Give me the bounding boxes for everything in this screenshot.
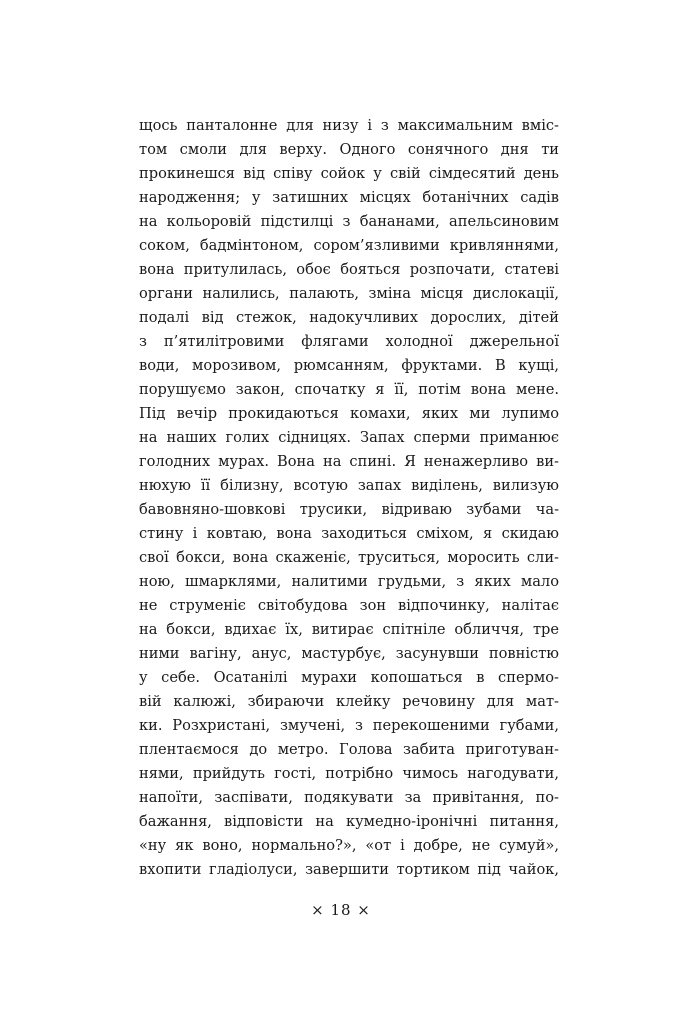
text-line: вона притулилась, обоє бояться розпочати, статеві	[139, 261, 559, 278]
text-line: на наших голих сідницях. Запах сперми приманює	[139, 429, 559, 446]
text-line: свої бокси, вона скаженіє, труситься, моросить сли-	[139, 549, 559, 566]
text-line: щось панталонне для низу і з максимальним вміс-	[139, 117, 559, 134]
text-line: на бокси, вдихає їх, витирає спітніле обличчя, тре	[139, 621, 559, 638]
text-line: плентаємося до метро. Голова забита приготуван-	[139, 741, 559, 758]
text-line: ними вагіну, анус, мастурбує, засунувши повністю	[139, 645, 559, 662]
text-line: ною, шмарклями, налитими грудьми, з яких мало	[139, 573, 559, 590]
text-line: бажання, відповісти на кумедно-іронічні питання,	[139, 813, 559, 830]
text-line: напоїти, заспівати, подякувати за привітання, по-	[139, 789, 559, 806]
text-line: органи налились, палають, зміна місця дислокації,	[139, 285, 559, 302]
text-line: прокинешся від співу сойок у свій сімдесятий день	[139, 165, 559, 182]
text-line: вхопити гладіолуси, завершити тортиком під чайок,	[139, 861, 559, 878]
text-line: у себе. Осатанілі мурахи копошаться в спермо-	[139, 669, 559, 686]
text-line: на кольоровій підстилці з бананами, апельсиновим	[139, 213, 559, 230]
text-line: вій калюжі, збираючи клейку речовину для мат-	[139, 693, 559, 710]
text-line: стину і ковтаю, вона заходиться сміхом, я скидаю	[139, 525, 559, 542]
text-line: з п’ятилітровими флягами холодної джерельної	[139, 333, 559, 350]
text-line: води, морозивом, рюмсанням, фруктами. В кущі,	[139, 357, 559, 374]
text-line: бавовняно-шовкові трусики, відриваю зубами ча-	[139, 501, 559, 518]
text-line: народження; у затишних місцях ботанічних садів	[139, 189, 559, 206]
text-line: нюхую її білизну, всотую запах виділень, вилизую	[139, 477, 559, 494]
text-line: соком, бадмінтоном, сором’язливими кривляннями,	[139, 237, 559, 254]
text-line: Під вечір прокидаються комахи, яких ми лупимо	[139, 405, 559, 422]
text-line: голодних мурах. Вона на спині. Я ненажерливо ви-	[139, 453, 559, 470]
page-number: × 18 ×	[311, 901, 371, 919]
text-line: подалі від стежок, надокучливих дорослих, дітей	[139, 309, 559, 326]
text-line: порушуємо закон, спочатку я її, потім вона мене.	[139, 381, 559, 398]
text-line: ки. Розхристані, змучені, з перекошеними губами,	[139, 717, 559, 734]
text-line: нями, прийдуть гості, потрібно чимось нагодувати,	[139, 765, 559, 782]
text-line: том смоли для верху. Одного сонячного дня ти	[139, 141, 559, 158]
text-line: не струменіє світобудова зон відпочинку, налітає	[139, 597, 559, 614]
text-line: «ну як воно, нормально?», «от і добре, не сумуй»,	[139, 837, 559, 854]
